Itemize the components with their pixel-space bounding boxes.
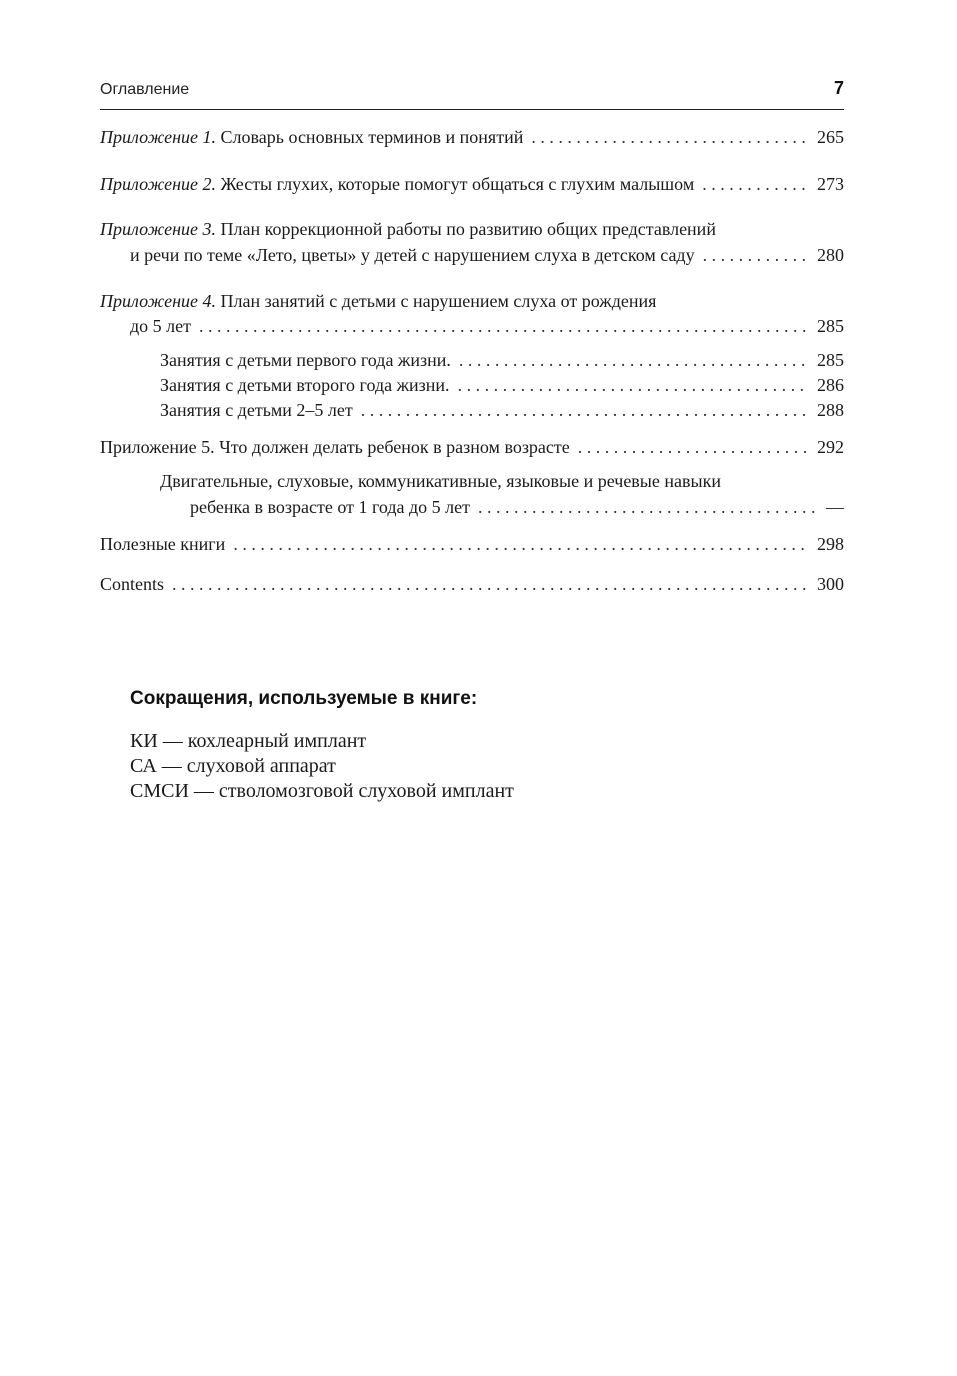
dot-leader: [361, 398, 809, 422]
toc-page-number: 285: [817, 316, 844, 336]
toc-entry-appendix-3-line2[interactable]: [130, 243, 844, 267]
toc-entry-title: и речи по теме «Лето, цветы» у детей с нарушением слуха в детском саду: [130, 245, 695, 265]
toc-entry-contents[interactable]: [100, 572, 844, 596]
toc-subentry-first-year[interactable]: [160, 348, 844, 372]
toc-entry-title: План коррекционной работы по развитию общих представлений: [220, 219, 716, 239]
toc-page-number: —: [826, 497, 844, 517]
toc-entry-appendix-1[interactable]: [100, 125, 844, 149]
toc-entry-title: План занятий с детьми с нарушением слуха от рождения: [220, 291, 657, 311]
dot-leader: [531, 125, 809, 149]
dot-leader: [459, 348, 809, 372]
toc-page-number: 273: [817, 174, 844, 194]
dot-leader: [703, 243, 809, 267]
toc-subentry-2-5-years[interactable]: [160, 398, 844, 422]
toc-entry-title: Contents: [100, 574, 165, 594]
abbreviation-item: СМСИ — стволомозговой слуховой имплант: [130, 780, 514, 802]
toc-entry-title: Занятия с детьми 2–5 лет: [160, 400, 353, 420]
toc-entry-title: Двигательные, слуховые, коммуникативные, языковые и речевые навыки: [160, 471, 721, 491]
dot-leader: [458, 373, 809, 397]
dot-leader: [578, 435, 809, 459]
toc-entry-title: Приложение 5. Что должен делать ребенок в разном возрасте: [100, 437, 570, 457]
toc-subentry-skills-line2[interactable]: [190, 495, 844, 519]
toc-entry-title: Занятия с детьми первого года жизни.: [160, 350, 451, 370]
toc-entry-appendix-4-line1[interactable]: [100, 289, 656, 313]
toc-page-number: 300: [817, 574, 844, 594]
toc-entry-title: Занятия с детьми второго года жизни.: [160, 375, 450, 395]
dot-leader: [199, 314, 809, 338]
toc-subentry-skills-line1[interactable]: [160, 469, 721, 493]
toc-entry-prefix: Приложение 2.: [100, 174, 217, 194]
dot-leader: [233, 532, 809, 556]
toc-entry-title: Полезные книги: [100, 534, 226, 554]
toc-entry-title: Словарь основных терминов и понятий: [220, 127, 524, 147]
toc-entry-appendix-2[interactable]: [100, 172, 844, 196]
toc-entry-prefix: Приложение 1.: [100, 127, 217, 147]
toc-page-number: 285: [817, 350, 844, 370]
toc-entry-prefix: Приложение 3.: [100, 219, 217, 239]
dot-leader: [702, 172, 809, 196]
toc-page-number: 265: [817, 127, 844, 147]
abbreviations-heading: Сокращения, используемые в книге:: [130, 688, 478, 709]
toc-page-number: 288: [817, 400, 844, 420]
abbreviation-item: КИ — кохлеарный имплант: [130, 730, 367, 752]
toc-subentry-second-year[interactable]: [160, 373, 844, 397]
toc-entry-title: Жесты глухих, которые помогут общаться с глухим малышом: [220, 174, 695, 194]
page-number: 7: [833, 78, 844, 98]
toc-entry-appendix-4-line2[interactable]: [130, 314, 844, 338]
dot-leader: [172, 572, 809, 596]
toc-page-number: 292: [817, 437, 844, 457]
dot-leader: [478, 495, 818, 519]
toc-entry-title: до 5 лет: [130, 316, 191, 336]
running-header: [100, 78, 844, 110]
abbreviation-item: СА — слуховой аппарат: [130, 755, 336, 777]
running-head-title: Оглавление: [100, 81, 190, 98]
toc-entry-useful-books[interactable]: [100, 532, 844, 556]
toc-entry-appendix-3-line1[interactable]: [100, 217, 716, 241]
toc-entry-prefix: Приложение 4.: [100, 291, 217, 311]
toc-entry-appendix-5[interactable]: [100, 435, 844, 459]
toc-page-number: 280: [817, 245, 844, 265]
toc-entry-title: ребенка в возрасте от 1 года до 5 лет: [190, 497, 471, 517]
toc-page-number: 298: [817, 534, 844, 554]
toc-page-number: 286: [817, 375, 844, 395]
